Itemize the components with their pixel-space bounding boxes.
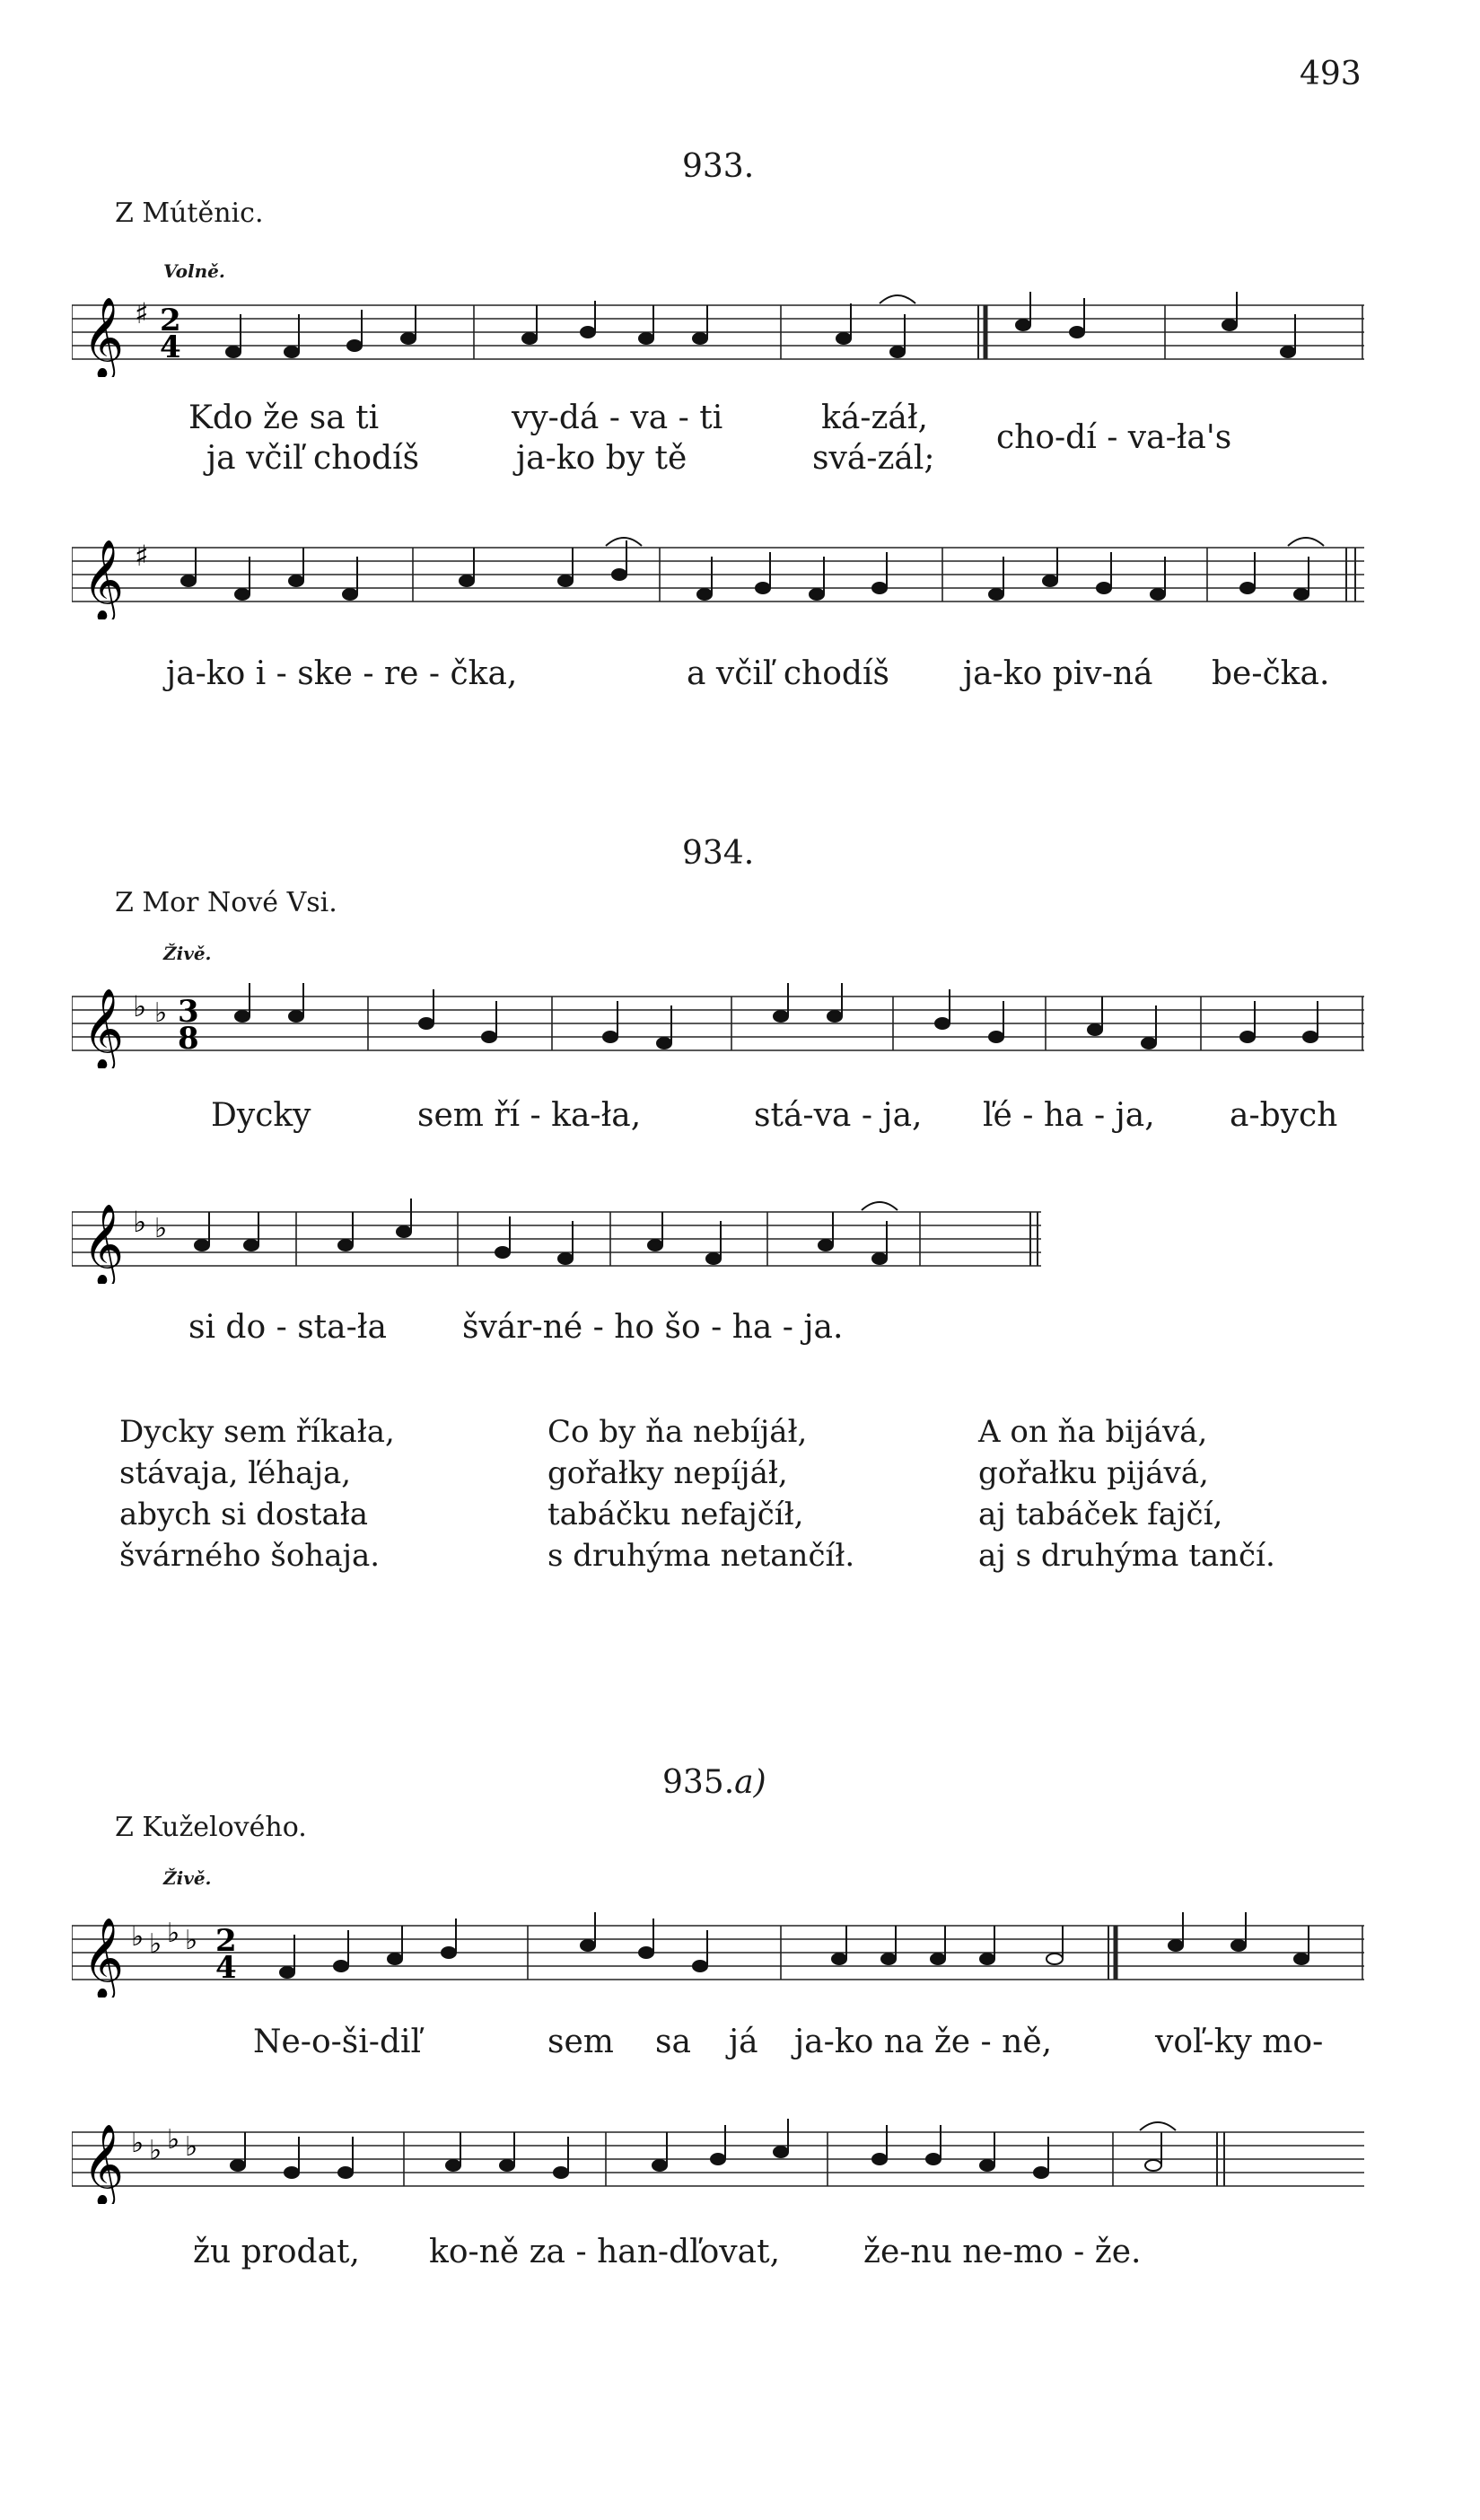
verse-column-3	[978, 1411, 1275, 1576]
music-staff-933-line1	[72, 287, 1364, 377]
svg-text:2: 2	[215, 1923, 237, 1959]
svg-text:♯: ♯	[135, 539, 149, 573]
song-origin: Z Mútěnic.	[115, 198, 264, 229]
verse-line: aj s druhýma tančí.	[978, 1538, 1275, 1574]
lyric-934-d: ľé - ha - ja,	[983, 1097, 1155, 1134]
svg-text:♭: ♭	[131, 1921, 144, 1953]
svg-text:♭: ♭	[185, 2131, 198, 2163]
song-number-934: 934.	[682, 835, 755, 872]
verse-line: tabáčku nefajčíł,	[547, 1497, 804, 1532]
svg-text:♭: ♭	[185, 1925, 198, 1956]
lyric-933-c: ká-záł,	[821, 400, 928, 436]
lyric-934-g: švár-né - ho šo - ha - ja.	[462, 1309, 844, 1346]
tempo-marking: Živě.	[163, 1867, 212, 1889]
verse-line: Co by ňa nebíjáł,	[547, 1414, 808, 1450]
lyric-933-k: be-čka.	[1212, 655, 1330, 692]
music-staff-935-line1	[72, 1908, 1364, 1998]
lyric-935-d: já	[729, 2024, 758, 2060]
song-origin: Z Mor Nové Vsi.	[115, 887, 337, 918]
lyric-933-h: ja-ko i - ske - re - čka,	[166, 655, 518, 692]
svg-text:♭: ♭	[167, 2124, 180, 2156]
svg-text:♭: ♭	[133, 1205, 147, 1239]
verse-column-1	[119, 1411, 395, 1576]
music-staff-934-line1	[72, 979, 1364, 1068]
treble-clef-icon: 𝄞	[83, 297, 125, 377]
svg-text:♭: ♭	[154, 1213, 168, 1244]
svg-text:♭: ♭	[149, 1928, 162, 1960]
lyric-933-i: a včiľ chodíš	[687, 655, 889, 692]
svg-text:♭: ♭	[167, 1918, 180, 1949]
svg-text:𝄞: 𝄞	[83, 1918, 125, 1998]
verse-line: abych si dostała	[119, 1497, 369, 1532]
lyric-935-e: ja-ko na že - ně,	[794, 2024, 1053, 2060]
music-staff-933-line2	[72, 530, 1364, 619]
song-number-933: 933.	[682, 148, 755, 185]
verse-line: stávaja, ľéhaja,	[119, 1455, 352, 1491]
verse-line: švárného šohaja.	[119, 1538, 381, 1574]
lyric-935-i: že-nu ne-mo - že.	[863, 2234, 1142, 2270]
lyric-933-g: cho-dí - va-ła's	[996, 419, 1232, 456]
lyric-933-a: Kdo že sa ti	[188, 400, 380, 436]
lyric-933-d: ja včiľ chodíš	[206, 440, 420, 477]
song-number: 935.	[662, 1764, 735, 1801]
lyric-934-e: a-bych	[1230, 1097, 1338, 1134]
lyric-935-g: žu prodat,	[193, 2234, 360, 2270]
lyric-933-e: ja-ko by tě	[516, 440, 687, 477]
svg-text:♭: ♭	[133, 989, 147, 1023]
svg-text:4: 4	[215, 1950, 237, 1986]
verse-line: gořałky nepíjáł,	[547, 1455, 788, 1491]
svg-text:𝄞: 𝄞	[83, 540, 125, 619]
song-origin: Z Kuželového.	[115, 1812, 307, 1843]
svg-text:4: 4	[160, 329, 181, 365]
svg-text:♭: ♭	[131, 2128, 144, 2159]
song-number-935	[662, 1764, 766, 1801]
lyric-933-b: vy-dá - va - ti	[512, 400, 723, 436]
svg-text:♯: ♯	[135, 296, 149, 330]
lyric-933-j: ja-ko piv-ná	[963, 655, 1153, 692]
fermata-icon	[880, 295, 915, 303]
lyric-933-f: svá-zál;	[812, 440, 935, 477]
svg-text:𝄞: 𝄞	[83, 2124, 125, 2204]
lyric-935-c: sa	[655, 2024, 691, 2060]
verse-line: Dycky sem říkała,	[119, 1414, 395, 1450]
lyric-934-b: sem ří - ka-ła,	[417, 1097, 642, 1134]
svg-text:♭: ♭	[149, 2135, 162, 2166]
verse-line: A on ňa bijává,	[978, 1414, 1208, 1450]
svg-text:𝄞: 𝄞	[83, 1204, 125, 1284]
verse-line: aj tabáček fajčí,	[978, 1497, 1223, 1532]
notes-group	[226, 292, 1295, 357]
svg-text:8: 8	[178, 1021, 199, 1057]
svg-text:𝄞: 𝄞	[83, 988, 125, 1068]
music-staff-934-line2	[72, 1194, 1041, 1284]
page-number: 493	[1300, 56, 1362, 92]
lyric-935-a: Ne-o-ši-diľ	[253, 2024, 422, 2060]
music-staff-935-line2	[72, 2114, 1364, 2204]
svg-text:3: 3	[178, 994, 199, 1030]
svg-text:2: 2	[160, 303, 181, 338]
verse-line: gořałku pijává,	[978, 1455, 1209, 1491]
song-number-suffix: a)	[734, 1764, 766, 1801]
lyric-935-h: ko-ně za - han-dľovat,	[429, 2234, 781, 2270]
lyric-935-b: sem	[547, 2024, 614, 2060]
lyric-934-c: stá-va - ja,	[754, 1097, 923, 1134]
lyric-934-a: Dycky	[211, 1097, 311, 1134]
verse-column-2	[547, 1411, 854, 1576]
tempo-marking: Živě.	[163, 943, 212, 964]
verse-line: s druhýma netančíł.	[547, 1538, 855, 1574]
tempo-marking: Volně.	[163, 260, 225, 282]
lyric-934-f: si do - sta-ła	[188, 1309, 387, 1346]
svg-text:♭: ♭	[154, 997, 168, 1029]
lyric-935-f: voľ-ky mo-	[1155, 2024, 1324, 2060]
